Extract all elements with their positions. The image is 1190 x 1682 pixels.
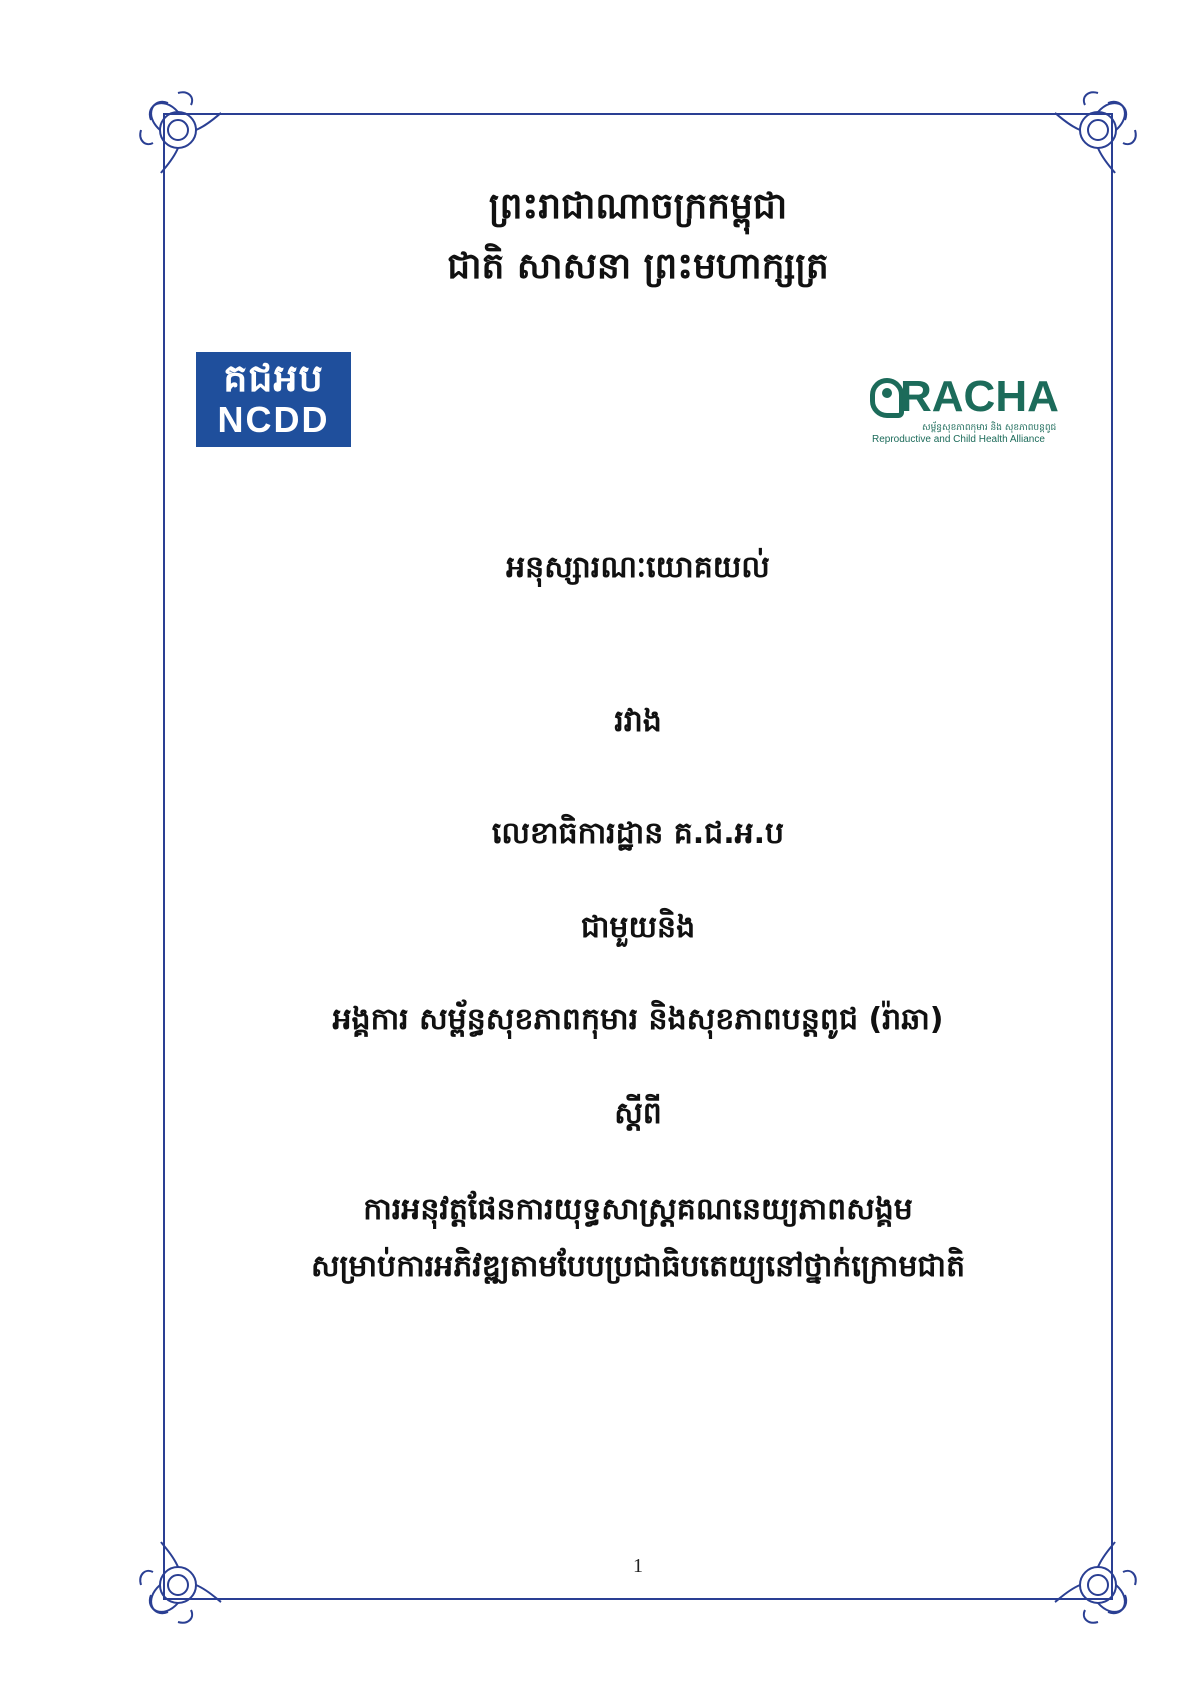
corner-ornament-icon <box>133 85 223 175</box>
document-type: អនុស្សារណៈយោគយល់ <box>506 550 770 585</box>
party-one: លេខាធិការដ្ឋាន គ.ជ.អ.ប <box>491 816 785 851</box>
party-two: អង្គការ សម្ព័ន្ធសុខភាពកុមារ និងសុខភាពបន្តពូជ (រ៉ាឆា) <box>332 1002 944 1037</box>
corner-ornament-icon <box>1053 85 1143 175</box>
racha-logo-name: RACHA <box>900 372 1059 421</box>
racha-logo-khmer: សម្ព័ន្ធសុខភាពកុមារ និង សុខភាពបន្តពូជ <box>922 423 1057 433</box>
corner-ornament-icon <box>133 1540 223 1630</box>
subject-line-2: សម្រាប់ការអភិវឌ្ឍតាមបែបប្រជាធិបតេយ្យនៅថ្នាក់ក្រោមជាតិ <box>310 1249 966 1284</box>
racha-logo <box>870 372 1065 452</box>
kingdom-title: ព្រះរាជាណាចក្រកម្ពុជា <box>488 186 788 227</box>
racha-logo-english: Reproductive and Child Health Alliance <box>872 434 1045 445</box>
corner-ornament-icon <box>1053 1540 1143 1630</box>
ncdd-logo-khmer: គជអប <box>223 356 324 400</box>
about-label: ស្តីពី <box>614 1096 662 1131</box>
subject-line-1: ការអនុវត្តផែនការយុទ្ធសាស្ត្រគណនេយ្យភាពសង្គម <box>363 1192 913 1227</box>
racha-mark-icon <box>870 378 904 418</box>
ncdd-logo <box>196 352 351 447</box>
between-label: រវាង <box>614 704 662 739</box>
ncdd-logo-english: NCDD <box>217 399 330 440</box>
with-label: ជាមួយនិង <box>580 910 696 945</box>
national-motto: ជាតិ សាសនា ព្រះមហាក្សត្រ <box>447 246 829 287</box>
page-number: 1 <box>633 1555 643 1577</box>
